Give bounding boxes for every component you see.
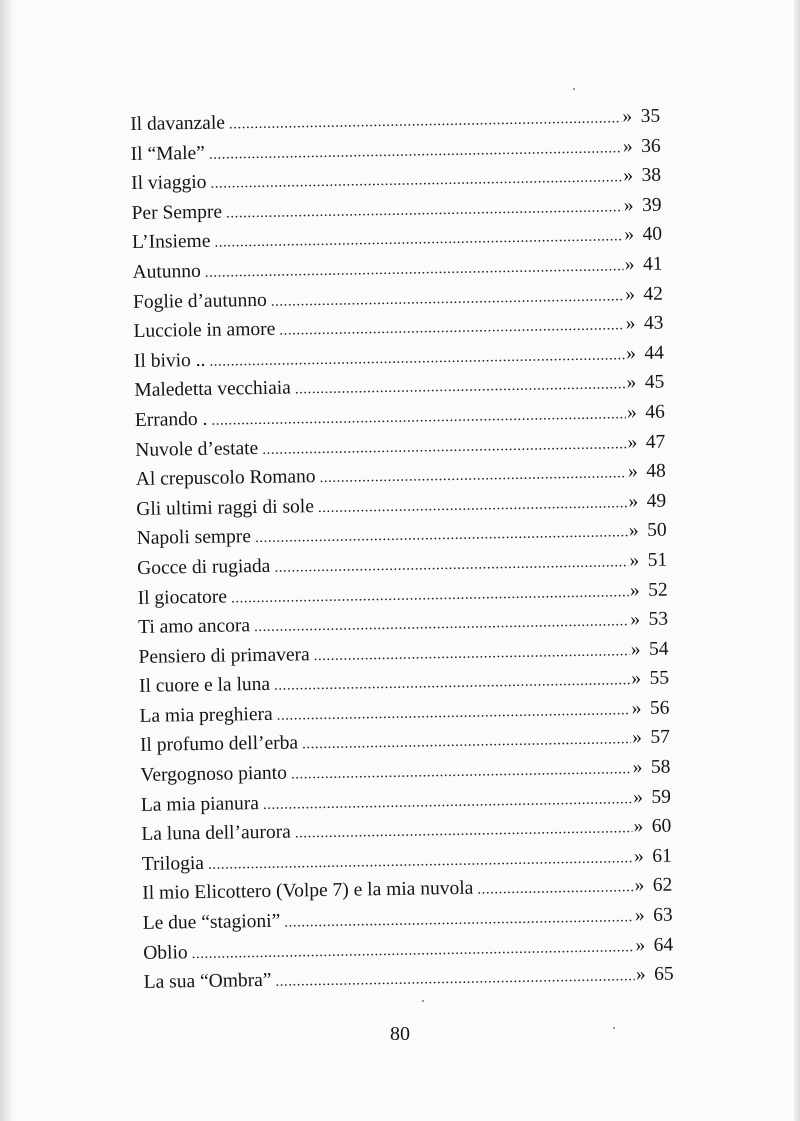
- toc-entry-page: 41: [642, 253, 663, 275]
- toc-entry-title: Errando .: [134, 408, 208, 431]
- toc-entry-title: La mia preghiera: [139, 703, 273, 727]
- toc-entry-title: La mia pianura: [140, 792, 260, 816]
- toc-separator: »: [633, 845, 644, 868]
- toc-entry-title: Il giocatore: [137, 586, 228, 609]
- toc-entry-title: Oblio: [143, 941, 188, 964]
- toc-entry-page: 42: [643, 283, 664, 305]
- toc-entry-page: 43: [643, 312, 664, 335]
- toc-entry-title: Trilogia: [141, 852, 205, 875]
- toc-entry-page: 56: [649, 697, 670, 719]
- toc-entry-title: Gli ultimi raggi di sole: [136, 495, 315, 520]
- toc-entry-page: 50: [647, 519, 667, 542]
- toc-entry-title: Gocce di rugiada: [137, 555, 271, 579]
- toc-entry-page: 54: [648, 638, 669, 660]
- toc-entry-page: 60: [651, 815, 672, 838]
- toc-entry-title: Il cuore e la luna: [138, 674, 271, 698]
- toc-entry-page: 62: [652, 875, 673, 897]
- toc-entry-page: 49: [646, 490, 667, 512]
- toc-separator: »: [622, 106, 633, 128]
- toc-entry-title: Pensiero di primavera: [138, 643, 310, 668]
- toc-separator: »: [633, 816, 644, 838]
- toc-entry-title: Il viaggio: [130, 171, 207, 195]
- toc-separator: »: [632, 757, 643, 779]
- toc-entry-page: 44: [644, 342, 665, 364]
- toc-separator: »: [625, 283, 636, 305]
- toc-separator: »: [625, 342, 637, 364]
- dot-leader: [477, 874, 634, 906]
- toc-separator: »: [629, 579, 640, 601]
- toc-entry-title: Le due “stagioni”: [142, 910, 281, 934]
- toc-entry-page: 45: [644, 371, 665, 394]
- dust-speck: [422, 1000, 424, 1002]
- toc-entry-title: Napoli sempre: [136, 526, 252, 550]
- toc-entry-title: Il profumo dell’erba: [139, 732, 299, 757]
- dust-speck: [573, 88, 575, 90]
- toc-entry-page: 65: [653, 963, 674, 986]
- page-number: 80: [390, 1023, 410, 1045]
- toc-entry-title: Foglie d’autunno: [132, 289, 267, 313]
- toc-separator: »: [631, 697, 642, 720]
- toc-entry-page: 55: [649, 667, 670, 690]
- toc-entry-page: 63: [653, 904, 673, 926]
- toc-entry-page: 47: [645, 431, 666, 453]
- toc-separator: »: [625, 313, 636, 335]
- toc-separator: »: [635, 934, 646, 956]
- toc-entry-page: 57: [650, 727, 671, 749]
- toc-separator: »: [627, 461, 638, 483]
- toc-separator: »: [635, 964, 646, 986]
- toc-separator: »: [628, 520, 639, 542]
- toc-entry-page: 59: [651, 786, 672, 808]
- toc-separator: »: [634, 905, 645, 927]
- toc-entry-title: Autunno: [132, 260, 201, 283]
- toc-entry-page: 40: [642, 224, 663, 246]
- toc-separator: »: [624, 224, 635, 246]
- toc-separator: »: [631, 668, 642, 690]
- toc-entry-title: L’Insieme: [131, 231, 211, 254]
- dust-speck: [613, 1027, 615, 1029]
- toc-entry-page: 48: [646, 460, 666, 483]
- table-of-contents: [130, 102, 674, 998]
- toc-entry-page: 36: [640, 135, 661, 157]
- toc-entry-page: 35: [640, 105, 661, 127]
- toc-separator: »: [630, 609, 641, 631]
- toc-entry-title: Al crepuscolo Romano: [135, 466, 316, 491]
- toc-entry-title: Vergognoso pianto: [140, 762, 288, 786]
- toc-entry-title: Ti amo ancora: [137, 615, 251, 639]
- toc-entry-title: Il mio Elicottero (Volpe 7) e la mia nuvola: [142, 878, 474, 905]
- toc-separator: »: [626, 372, 637, 394]
- toc-entry-title: Il bivio ..: [133, 349, 206, 372]
- page-edge: [794, 0, 800, 1121]
- toc-separator: »: [622, 135, 633, 157]
- page-binding-shadow: [0, 0, 14, 1121]
- toc-entry-title: Per Sempre: [131, 201, 223, 224]
- toc-entry-page: 52: [647, 579, 668, 601]
- toc-entry-title: Maledetta vecchiaia: [134, 377, 292, 402]
- dot-leader: [319, 459, 627, 493]
- toc-entry-page: 46: [645, 401, 665, 423]
- toc-entry-title: La luna dell’aurora: [141, 821, 291, 846]
- toc-entry-title: La sua “Ombra”: [143, 970, 272, 994]
- toc-separator: »: [629, 549, 640, 572]
- toc-entry-page: 51: [647, 549, 668, 571]
- toc-separator: »: [630, 638, 641, 660]
- dot-leader: [318, 489, 628, 523]
- dot-leader: [275, 962, 635, 997]
- toc-entry-title: Lucciole in amore: [133, 318, 276, 343]
- toc-separator: »: [623, 165, 634, 187]
- toc-separator: »: [632, 727, 643, 749]
- toc-entry-title: Nuvole d’estate: [135, 437, 259, 461]
- toc-entry-title: Il davanzale: [130, 112, 226, 135]
- toc-separator: »: [634, 875, 645, 897]
- toc-separator: »: [627, 431, 638, 453]
- toc-entry-page: 58: [650, 756, 671, 778]
- toc-entry-page: 64: [653, 934, 674, 956]
- toc-entry-title: Il “Male”: [130, 142, 206, 165]
- toc-separator: »: [632, 786, 644, 808]
- toc-entry-page: 61: [652, 845, 672, 867]
- toc-separator: »: [623, 194, 634, 217]
- toc-entry-page: 38: [641, 164, 662, 187]
- toc-separator: »: [628, 490, 639, 512]
- toc-entry-page: 39: [641, 194, 662, 216]
- toc-separator: »: [626, 402, 637, 424]
- toc-entry-page: 53: [648, 608, 669, 631]
- toc-separator: »: [624, 254, 635, 276]
